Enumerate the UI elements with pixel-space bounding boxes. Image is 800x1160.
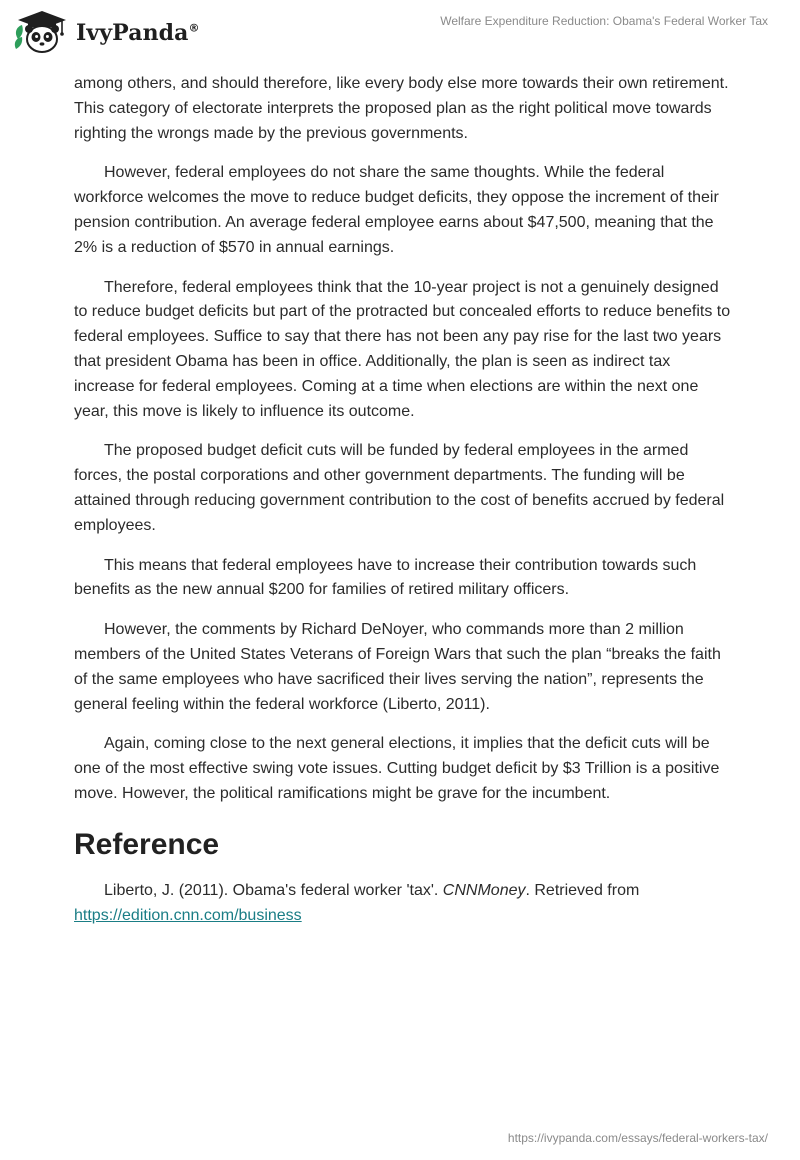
reference-entry	[74, 879, 734, 929]
paragraph-3: Therefore, federal employees think that the 10-year project is not a genuinely designed to reduce budget deficits but part of the protracted but concealed efforts to reduce benefits to federal employees. Suffice to say that there has not been any pay rise for the last two years that president Obama has been in office. Additionally, the plan is seen as indirect tax increase for federal employees. Coming at a time when elections are within the next one year, this move is likely to influence its outcome.	[74, 278, 731, 420]
paragraph-4: The proposed budget deficit cuts will be funded by federal employees in the armed forces, the postal corporations and other government departments. The funding will be attained through reducing government contribution to the cost of benefits accrued by federal employees.	[74, 442, 725, 534]
reference-source: CNNMoney	[442, 881, 526, 899]
document-title: Welfare Expenditure Reduction: Obama's Federal Worker Tax	[440, 14, 768, 28]
reference-heading: Reference	[74, 827, 220, 861]
brand-name-text: IvyPanda	[76, 20, 189, 46]
paragraph-2: However, federal employees do not share the same thoughts. While the federal workforce welcomes the move to reduce budget deficits, they oppose the increment of their pension contribution. An average federal employee earns about $47,500, meaning that the 2% is a reduction of $570 in annual earnings.	[74, 164, 719, 256]
paragraph-7: Again, coming close to the next general elections, it implies that the deficit cuts will be one of the most effective swing vote issues. Cutting budget deficit by $3 Trillion is a positive move. However, the political ramifications might be grave for the incumbent.	[74, 735, 720, 802]
reference-link[interactable]: https://edition.cnn.com/business	[74, 906, 302, 924]
brand-name	[76, 20, 200, 46]
paragraph-5: This means that federal employees have to increase their contribution towards such benefits as the new annual $200 for families of retired military officers.	[74, 556, 697, 599]
ivypanda-logo[interactable]	[14, 9, 200, 55]
paragraph-6: However, the comments by Richard DeNoyer, who commands more than 2 million members of the United States Veterans of Foreign Wars that such the plan “breaks the faith of the same employees who have sacrificed their lives serving the nation”, represents the general feeling within the federal workforce (Liberto, 2011).	[74, 621, 721, 713]
panda-graduate-icon	[14, 9, 70, 55]
footer-url: https://ivypanda.com/essays/federal-workers-tax/	[507, 1131, 768, 1145]
reference-retrieved: . Retrieved from	[525, 881, 640, 899]
paragraph-1: among others, and should therefore, like every body else more towards their own retirement. This category of electorate interprets the proposed plan as the right political move towards righting the wrongs made by the previous governments.	[74, 75, 729, 142]
page-header	[0, 0, 800, 64]
essay-content	[74, 72, 734, 943]
registered-mark: ®	[188, 21, 200, 35]
reference-authors-year: Liberto, J. (2011). Obama's federal worker 'tax'.	[104, 881, 443, 899]
